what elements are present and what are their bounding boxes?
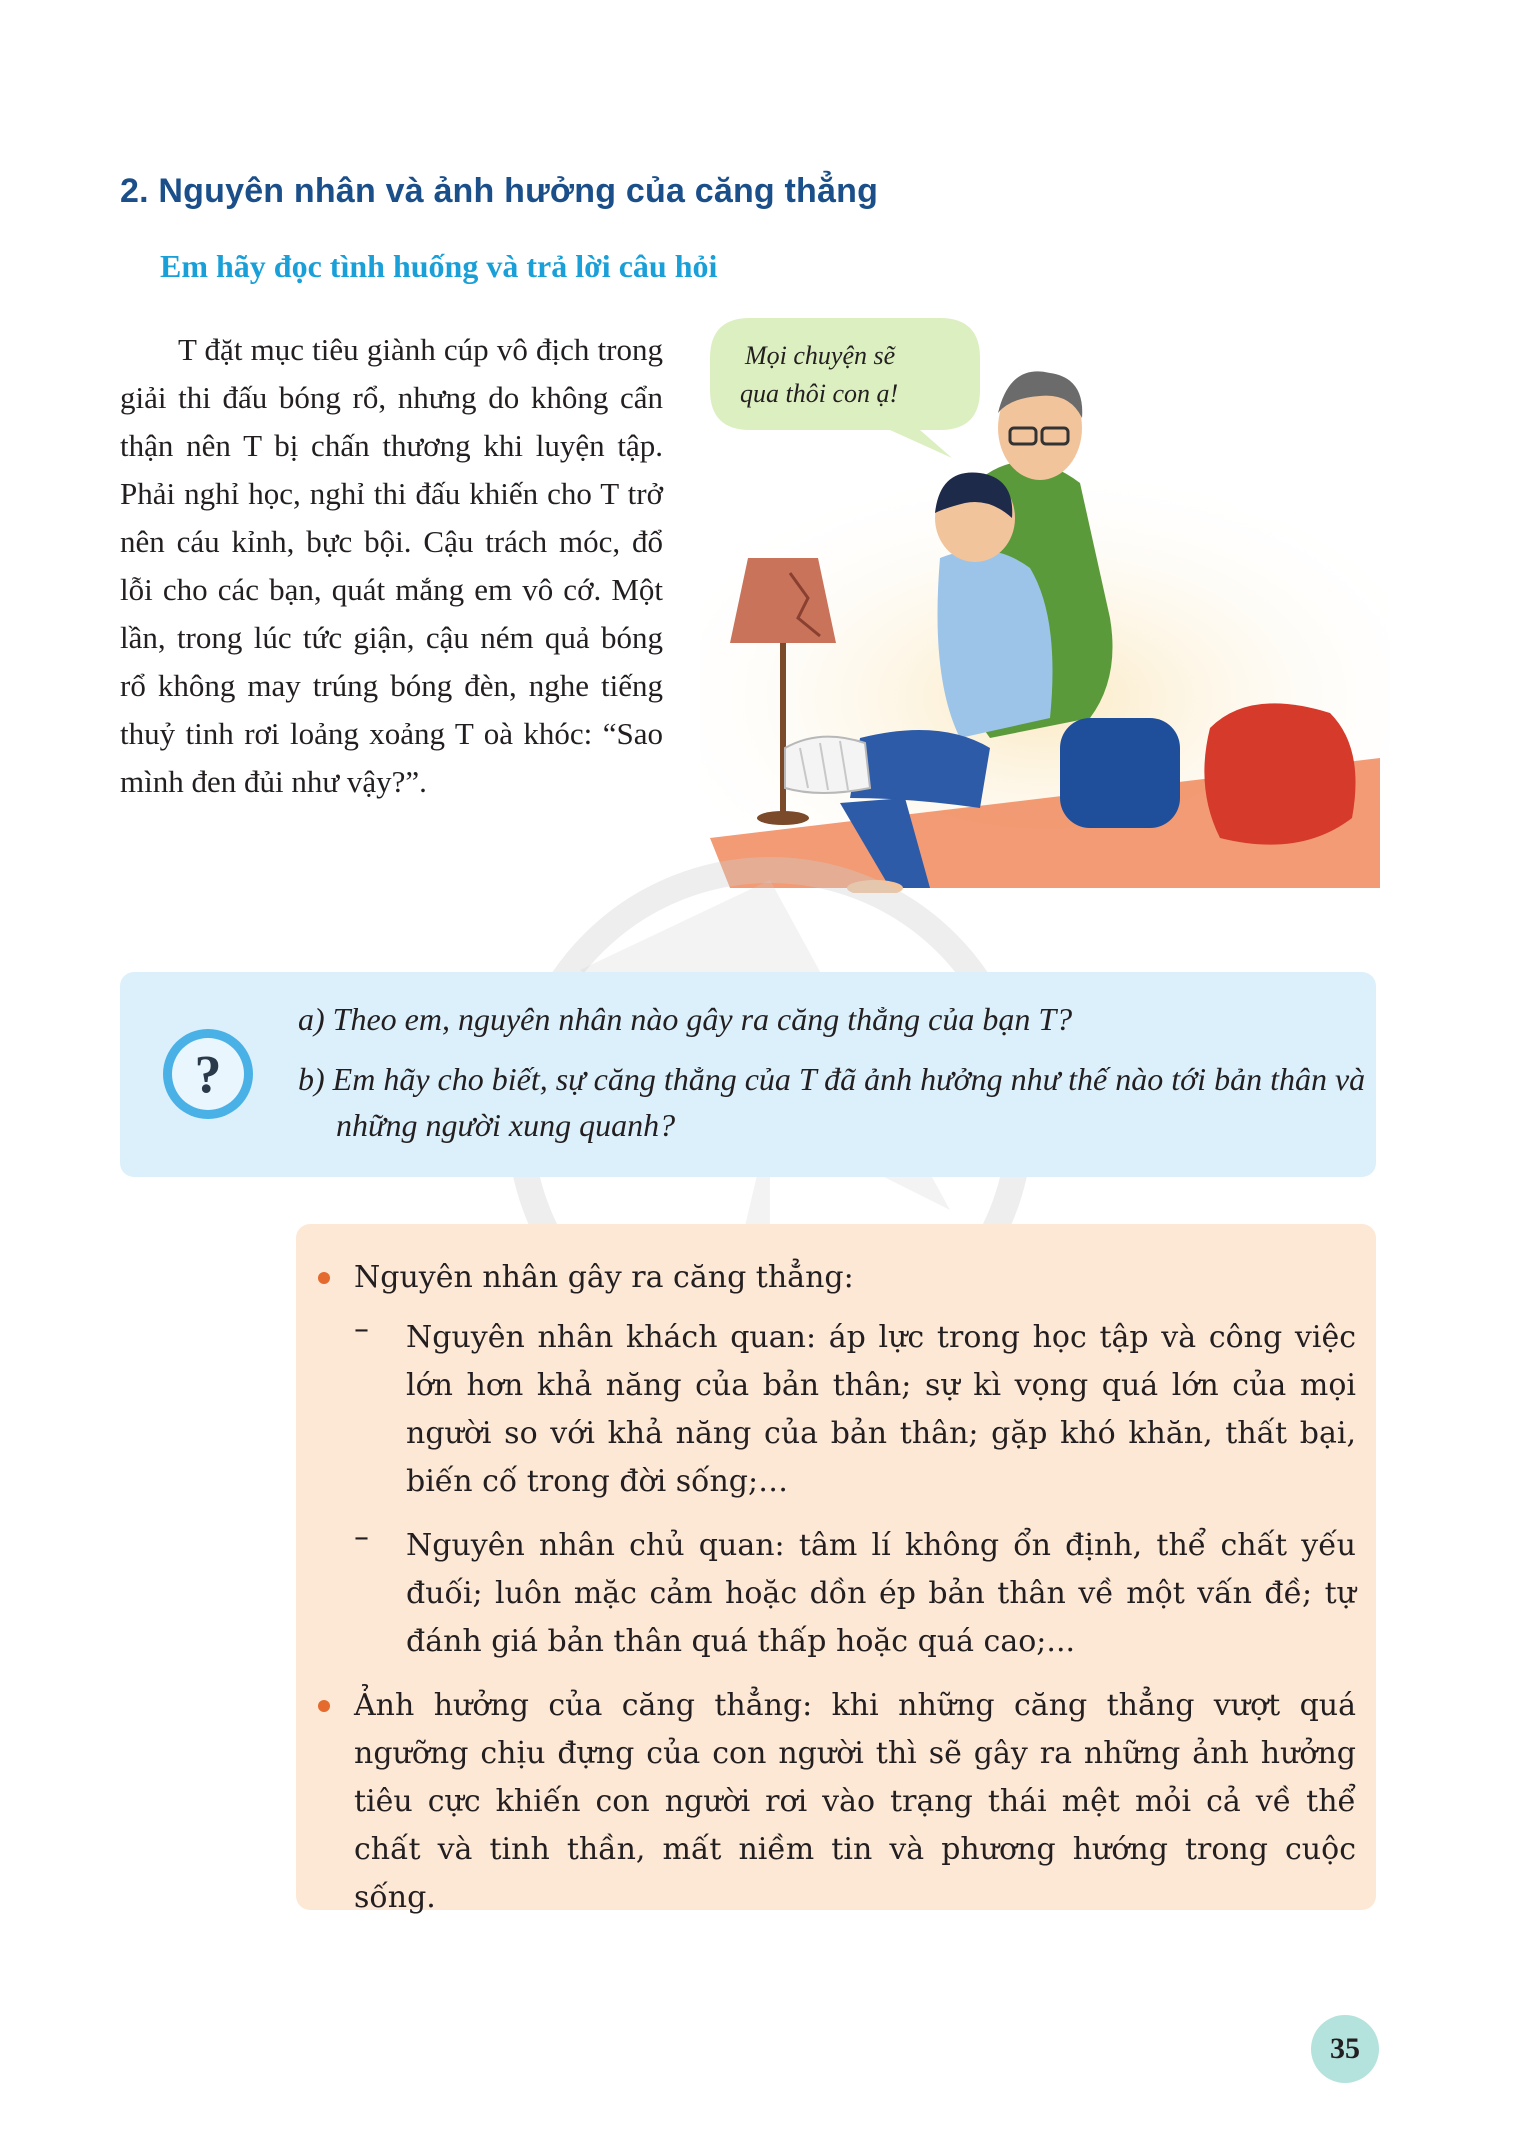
svg-text:?: ? [194,1044,222,1104]
question-b: b) Em hãy cho biết, sự căng thẳng của T đã ảnh hưởng như thế nào tới bản thân và những người xung quanh? [298,1061,1366,1143]
cause-heading: Nguyên nhân gây ra căng thẳng: [354,1260,854,1295]
question-a: a) Theo em, nguyên nhân nào gây ra căng thẳng của bạn T? [298,1001,1073,1037]
dash-objective: – [354,1312,369,1347]
section-subtitle: Em hãy đọc tình huống và trả lời câu hỏi [160,248,718,284]
speech-line-2: qua thôi con ạ! [740,379,899,408]
answer-box [296,1224,1376,1915]
dash-subjective: – [354,1520,369,1555]
bullet-cause [318,1272,330,1284]
story-paragraph: T đặt mục tiêu giành cúp vô địch trong giải thi đấu bóng rổ, nhưng do không cẩn thận nên T bị chấn thương khi luyện tập. Phải nghỉ học, nghỉ thi đấu khiến cho T trở nên cáu kỉnh, bực bội. Cậu trách móc, đổ lỗi cho các bạn, quát mắng em vô cớ. Một lần, trong lúc tức giận, cậu ném quả bóng rổ không may trúng bóng đèn, nghe tiếng thuỷ tinh rơi loảng xoảng T oà khóc: “Sao mình đen đủi như vậy?”. [120,332,663,799]
illustration-father-comforting-son [690,318,1390,893]
page-number: 35 [1330,2032,1360,2065]
bandaged-foot [785,737,870,793]
cause-subjective: Nguyên nhân chủ quan: tâm lí không ổn định, thể chất yếu đuối; luôn mặc cảm hoặc dồn ép bản thân về một vấn đề; tự đánh giá bản thân quá thấp hoặc quá cao;... [406,1528,1356,1659]
red-cushion [1204,703,1355,844]
speech-line-1: Mọi chuyện sẽ [745,341,896,370]
effects-text: Ảnh hưởng của căng thẳng: khi những căng thẳng vượt quá ngưỡng chịu đựng của con người thì sẽ gây ra những ảnh hưởng tiêu cực khiến con người rơi vào trạng thái mệt mỏi cả về thể chất và tinh thần, mất niềm tin và phương hướng trong cuộc sống. [354,1688,1356,1915]
question-box [120,972,1376,1177]
cause-objective: Nguyên nhân khách quan: áp lực trong học tập và công việc lớn hơn khả năng của bản thân; sự kì vọng quá lớn của mọi người so với khả năng của bản thân; gặp khó khăn, thất bại, biến cố trong đời sống;… [406,1320,1356,1499]
bullet-effects [318,1700,330,1712]
page-number-badge [1311,2015,1379,2083]
section-title: 2. Nguyên nhân và ảnh hưởng của căng thẳng [120,172,879,210]
speech-bubble [710,318,980,458]
question-mark-icon [158,1024,258,1124]
